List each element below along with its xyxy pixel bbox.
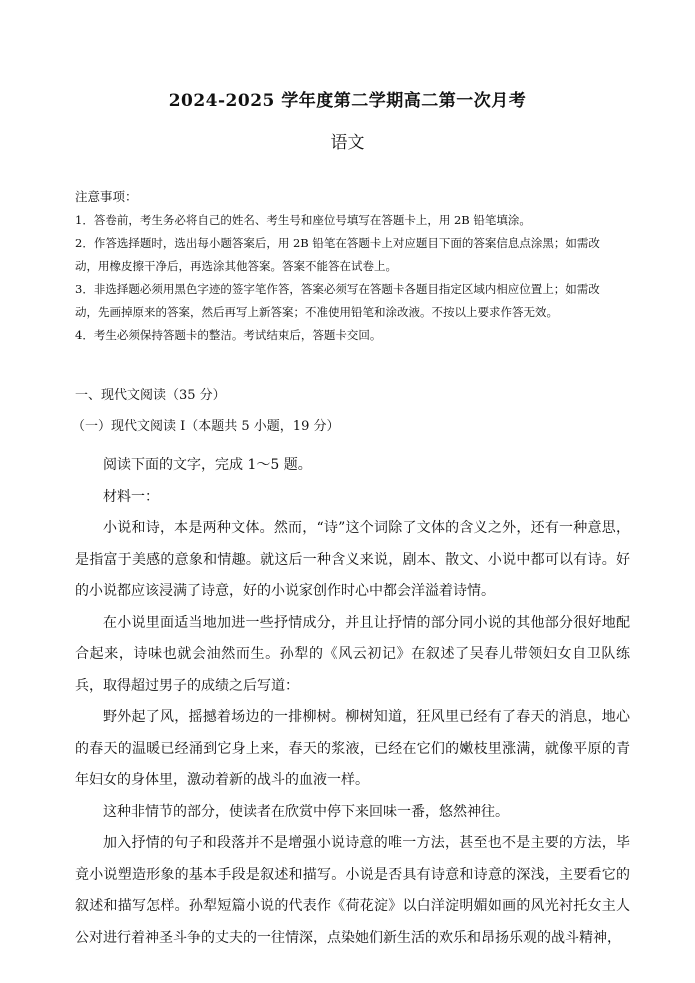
- reading-passage: [75, 450, 630, 954]
- notice-line: 4．考生必须保持答题卡的整洁。考试结束后，答题卡交回。: [75, 328, 382, 342]
- passage-quote-paragraph: 野外起了风，摇撼着场边的一排柳树。柳树知道，狂风里已经有了春天的消息，地心的春天的温暖已经涌到它身上来，春天的浆液，已经在它们的嫩枝里涨满，就像平原的青年妇女的身体里，激动着新的战斗的血液一样。: [75, 709, 630, 788]
- notice-line: 1．答卷前，考生务必将自己的姓名、考生号和座位号填写在答题卡上，用 2B 铅笔填涂。: [75, 213, 531, 227]
- notice-line: 动，先画掉原来的答案，然后再写上新答案；不准使用铅笔和涂改液。不按以上要求作答无效。: [75, 305, 558, 319]
- passage-instruction: 阅读下面的文字，完成 1～5 题。: [103, 457, 312, 473]
- subject-title: 语文: [330, 133, 365, 153]
- material-label: 材料一：: [103, 488, 159, 505]
- part-heading: 一、现代文阅读（35 分）: [75, 388, 226, 403]
- exam-title: 2024-2025 学年度第二学期高二第一次月考: [168, 91, 527, 111]
- notice-line: 动，用橡皮擦干净后，再选涂其他答案。答案不能答在试卷上。: [75, 259, 397, 273]
- notice-line: 3．非选择题必须用黑色字迹的签字笔作答，答案必须写在答题卡各题目指定区域内相应位置上；如需改: [75, 282, 600, 296]
- passage-paragraph: 这种非情节的部分，使读者在欣赏中停下来回味一番，悠然神往。: [103, 803, 509, 820]
- passage-paragraph: 小说和诗，本是两种文体。然而，“诗”这个词除了文体的含义之外，还有一种意思，是指富于美感的意象和情趣。就这后一种含义来说，剧本、散文、小说中都可以有诗。好的小说都应该浸满了诗意，好的小说家创作时心中都会洋溢着诗情。: [75, 520, 630, 599]
- subpart-heading: （一）现代文阅读 I（本题共 5 小题，19 分）: [72, 419, 340, 434]
- notice-heading: 注意事项：: [75, 189, 138, 204]
- passage-paragraph: 在小说里面适当地加进一些抒情成分，并且让抒情的部分同小说的其他部分很好地配合起来，诗味也就会油然而生。孙犁的《风云初记》在叙述了吴春儿带领妇女自卫队练兵，取得超过男子的成绩之后写道：: [75, 614, 630, 694]
- passage-paragraph: 加入抒情的句子和段落并不是增强小说诗意的唯一方法，甚至也不是主要的方法，毕竟小说塑造形象的基本手段是叙述和描写。小说是否具有诗意和诗意的深浅，主要看它的叙述和描写怎样。孙犁短篇小说的代表作《荷花淀》以白洋淀明媚如画的风光衬托女主人公对进行着神圣斗争的丈夫的一往情深，点染她们新生活的欢乐和昂扬乐观的战斗精神，: [75, 835, 630, 946]
- notice-line: 2．作答选择题时，选出每小题答案后，用 2B 铅笔在答题卡上对应题目下面的答案信息点涂黑；如需改: [75, 236, 600, 250]
- notice-section: [75, 185, 635, 347]
